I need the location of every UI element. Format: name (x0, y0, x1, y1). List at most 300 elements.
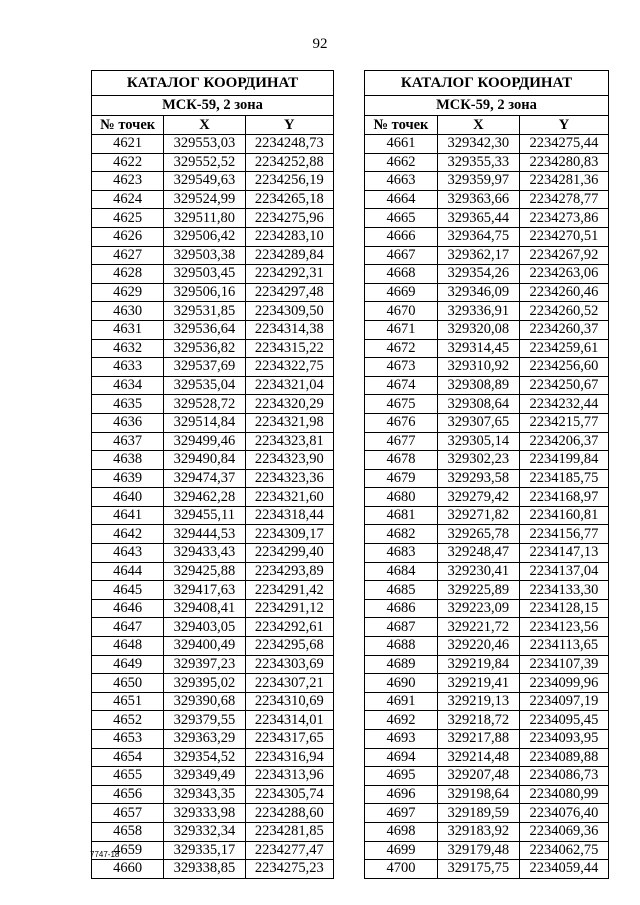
x-coordinate-cell: 329514,84 (164, 413, 245, 432)
y-coordinate-cell: 2234128,15 (519, 599, 608, 618)
y-coordinate-cell: 2234313,96 (245, 767, 333, 786)
point-number-cell: 4686 (365, 599, 438, 618)
x-coordinate-cell: 329397,23 (164, 655, 245, 674)
x-coordinate-cell: 329308,64 (437, 395, 519, 414)
x-coordinate-cell: 329335,17 (164, 841, 245, 860)
table-row (365, 227, 609, 246)
table-row (365, 581, 609, 600)
y-coordinate-cell: 2234260,46 (519, 283, 608, 302)
document-code: 7747-18 (90, 850, 120, 859)
x-coordinate-cell: 329271,82 (437, 506, 519, 525)
y-coordinate-cell: 2234252,88 (245, 153, 333, 172)
x-coordinate-cell: 329364,75 (437, 227, 519, 246)
table-row (92, 339, 334, 358)
column-header-x: X (164, 116, 245, 135)
table-row (92, 804, 334, 823)
point-number-cell: 4678 (365, 451, 438, 470)
table-row (365, 451, 609, 470)
x-coordinate-cell: 329511,80 (164, 209, 245, 228)
point-number-cell: 4635 (92, 395, 164, 414)
point-number-cell: 4699 (365, 841, 438, 860)
point-number-cell: 4633 (92, 358, 164, 377)
y-coordinate-cell: 2234123,56 (519, 618, 608, 637)
y-coordinate-cell: 2234260,52 (519, 302, 608, 321)
table-row (365, 525, 609, 544)
x-coordinate-cell: 329362,17 (437, 246, 519, 265)
point-number-cell: 4681 (365, 506, 438, 525)
table-row (92, 767, 334, 786)
x-coordinate-cell: 329417,63 (164, 581, 245, 600)
y-coordinate-cell: 2234309,17 (245, 525, 333, 544)
y-coordinate-cell: 2234156,77 (519, 525, 608, 544)
y-coordinate-cell: 2234256,19 (245, 172, 333, 191)
x-coordinate-cell: 329225,89 (437, 581, 519, 600)
x-coordinate-cell: 329531,85 (164, 302, 245, 321)
x-coordinate-cell: 329223,09 (437, 599, 519, 618)
y-coordinate-cell: 2234314,38 (245, 320, 333, 339)
point-number-cell: 4645 (92, 581, 164, 600)
point-number-cell: 4673 (365, 358, 438, 377)
x-coordinate-cell: 329332,34 (164, 822, 245, 841)
y-coordinate-cell: 2234321,98 (245, 413, 333, 432)
point-number-cell: 4662 (365, 153, 438, 172)
table-row (365, 190, 609, 209)
point-number-cell: 4694 (365, 748, 438, 767)
y-coordinate-cell: 2234309,50 (245, 302, 333, 321)
x-coordinate-cell: 329189,59 (437, 804, 519, 823)
point-number-cell: 4647 (92, 618, 164, 637)
y-coordinate-cell: 2234292,61 (245, 618, 333, 637)
column-header-y: Y (245, 116, 333, 135)
x-coordinate-cell: 329219,13 (437, 692, 519, 711)
x-coordinate-cell: 329219,84 (437, 655, 519, 674)
x-coordinate-cell: 329336,91 (437, 302, 519, 321)
x-coordinate-cell: 329537,69 (164, 358, 245, 377)
x-coordinate-cell: 329217,88 (437, 730, 519, 749)
table-row (365, 860, 609, 879)
table-row (92, 841, 334, 860)
y-coordinate-cell: 2234316,94 (245, 748, 333, 767)
table-row (92, 283, 334, 302)
table-row (365, 655, 609, 674)
y-coordinate-cell: 2234323,81 (245, 432, 333, 451)
y-coordinate-cell: 2234291,42 (245, 581, 333, 600)
x-coordinate-cell: 329308,89 (437, 376, 519, 395)
table-row (365, 395, 609, 414)
x-coordinate-cell: 329343,35 (164, 785, 245, 804)
table-row (92, 674, 334, 693)
point-number-cell: 4689 (365, 655, 438, 674)
table-row (92, 320, 334, 339)
y-coordinate-cell: 2234133,30 (519, 581, 608, 600)
table-row (92, 265, 334, 284)
table-row (365, 785, 609, 804)
point-number-cell: 4661 (365, 135, 438, 154)
y-coordinate-cell: 2234059,44 (519, 860, 608, 879)
table-row (365, 246, 609, 265)
y-coordinate-cell: 2234232,44 (519, 395, 608, 414)
y-coordinate-cell: 2234147,13 (519, 544, 608, 563)
column-header-y: Y (519, 116, 608, 135)
x-coordinate-cell: 329198,64 (437, 785, 519, 804)
point-number-cell: 4674 (365, 376, 438, 395)
table-row (365, 265, 609, 284)
y-coordinate-cell: 2234275,23 (245, 860, 333, 879)
x-coordinate-cell: 329305,14 (437, 432, 519, 451)
point-number-cell: 4670 (365, 302, 438, 321)
y-coordinate-cell: 2234095,45 (519, 711, 608, 730)
point-number-cell: 4632 (92, 339, 164, 358)
table-row (365, 153, 609, 172)
column-header-point: № точек (92, 116, 164, 135)
table-row (365, 506, 609, 525)
point-number-cell: 4668 (365, 265, 438, 284)
point-number-cell: 4650 (92, 674, 164, 693)
table-row (92, 562, 334, 581)
y-coordinate-cell: 2234107,39 (519, 655, 608, 674)
table-row (365, 674, 609, 693)
point-number-cell: 4653 (92, 730, 164, 749)
point-number-cell: 4692 (365, 711, 438, 730)
x-coordinate-cell: 329536,82 (164, 339, 245, 358)
column-header-point: № точек (365, 116, 438, 135)
point-number-cell: 4659 (92, 841, 164, 860)
x-coordinate-cell: 329221,72 (437, 618, 519, 637)
column-header-x: X (437, 116, 519, 135)
point-number-cell: 4656 (92, 785, 164, 804)
point-number-cell: 4696 (365, 785, 438, 804)
table-row (92, 860, 334, 879)
x-coordinate-cell: 329355,33 (437, 153, 519, 172)
point-number-cell: 4658 (92, 822, 164, 841)
x-coordinate-cell: 329338,85 (164, 860, 245, 879)
x-coordinate-cell: 329207,48 (437, 767, 519, 786)
point-number-cell: 4621 (92, 135, 164, 154)
y-coordinate-cell: 2234281,36 (519, 172, 608, 191)
x-coordinate-cell: 329346,09 (437, 283, 519, 302)
y-coordinate-cell: 2234260,37 (519, 320, 608, 339)
x-coordinate-cell: 329535,04 (164, 376, 245, 395)
table-row (92, 172, 334, 191)
point-number-cell: 4667 (365, 246, 438, 265)
x-coordinate-cell: 329549,63 (164, 172, 245, 191)
table-row (365, 637, 609, 656)
table-row (92, 227, 334, 246)
point-number-cell: 4644 (92, 562, 164, 581)
table-row (92, 246, 334, 265)
x-coordinate-cell: 329314,45 (437, 339, 519, 358)
point-number-cell: 4665 (365, 209, 438, 228)
point-number-cell: 4624 (92, 190, 164, 209)
x-coordinate-cell: 329359,97 (437, 172, 519, 191)
table-row (365, 822, 609, 841)
table-row (92, 599, 334, 618)
y-coordinate-cell: 2234089,88 (519, 748, 608, 767)
y-coordinate-cell: 2234086,73 (519, 767, 608, 786)
point-number-cell: 4683 (365, 544, 438, 563)
table-row (365, 135, 609, 154)
point-number-cell: 4622 (92, 153, 164, 172)
table-row (92, 376, 334, 395)
y-coordinate-cell: 2234315,22 (245, 339, 333, 358)
table-row (365, 339, 609, 358)
y-coordinate-cell: 2234080,99 (519, 785, 608, 804)
point-number-cell: 4685 (365, 581, 438, 600)
x-coordinate-cell: 329553,03 (164, 135, 245, 154)
x-coordinate-cell: 329455,11 (164, 506, 245, 525)
point-number-cell: 4639 (92, 469, 164, 488)
point-number-cell: 4700 (365, 860, 438, 879)
y-coordinate-cell: 2234278,77 (519, 190, 608, 209)
point-number-cell: 4642 (92, 525, 164, 544)
table-row (92, 692, 334, 711)
table-row (92, 153, 334, 172)
point-number-cell: 4691 (365, 692, 438, 711)
y-coordinate-cell: 2234288,60 (245, 804, 333, 823)
y-coordinate-cell: 2234062,75 (519, 841, 608, 860)
x-coordinate-cell: 329506,42 (164, 227, 245, 246)
y-coordinate-cell: 2234323,90 (245, 451, 333, 470)
point-number-cell: 4630 (92, 302, 164, 321)
point-number-cell: 4641 (92, 506, 164, 525)
x-coordinate-cell: 329220,46 (437, 637, 519, 656)
table-row (92, 432, 334, 451)
coordinate-catalog-right (364, 70, 609, 879)
table-row (365, 730, 609, 749)
y-coordinate-cell: 2234076,40 (519, 804, 608, 823)
point-number-cell: 4654 (92, 748, 164, 767)
x-coordinate-cell: 329248,47 (437, 544, 519, 563)
table-row (92, 190, 334, 209)
x-coordinate-cell: 329433,43 (164, 544, 245, 563)
table-row (92, 451, 334, 470)
catalog-subtitle: МСК-59, 2 зона (92, 96, 334, 116)
point-number-cell: 4693 (365, 730, 438, 749)
table-row (92, 506, 334, 525)
y-coordinate-cell: 2234215,77 (519, 413, 608, 432)
y-coordinate-cell: 2234199,84 (519, 451, 608, 470)
point-number-cell: 4663 (365, 172, 438, 191)
table-row (92, 655, 334, 674)
y-coordinate-cell: 2234093,95 (519, 730, 608, 749)
y-coordinate-cell: 2234317,65 (245, 730, 333, 749)
table-row (92, 135, 334, 154)
y-coordinate-cell: 2234295,68 (245, 637, 333, 656)
x-coordinate-cell: 329524,99 (164, 190, 245, 209)
point-number-cell: 4637 (92, 432, 164, 451)
table-row (365, 767, 609, 786)
table-row (365, 320, 609, 339)
table-row (92, 711, 334, 730)
y-coordinate-cell: 2234299,40 (245, 544, 333, 563)
table-row (365, 469, 609, 488)
table-row (365, 618, 609, 637)
x-coordinate-cell: 329462,28 (164, 488, 245, 507)
table-row (92, 822, 334, 841)
table-row (92, 618, 334, 637)
x-coordinate-cell: 329503,45 (164, 265, 245, 284)
y-coordinate-cell: 2234185,75 (519, 469, 608, 488)
point-number-cell: 4680 (365, 488, 438, 507)
point-number-cell: 4687 (365, 618, 438, 637)
point-number-cell: 4625 (92, 209, 164, 228)
table-row (92, 525, 334, 544)
table-row (365, 413, 609, 432)
y-coordinate-cell: 2234307,21 (245, 674, 333, 693)
point-number-cell: 4634 (92, 376, 164, 395)
point-number-cell: 4628 (92, 265, 164, 284)
x-coordinate-cell: 329552,52 (164, 153, 245, 172)
x-coordinate-cell: 329536,64 (164, 320, 245, 339)
x-coordinate-cell: 329175,75 (437, 860, 519, 879)
table-row (92, 785, 334, 804)
point-number-cell: 4626 (92, 227, 164, 246)
point-number-cell: 4697 (365, 804, 438, 823)
coordinate-catalog-left (91, 70, 334, 879)
point-number-cell: 4682 (365, 525, 438, 544)
table-row (365, 376, 609, 395)
y-coordinate-cell: 2234113,65 (519, 637, 608, 656)
table-row (365, 302, 609, 321)
y-coordinate-cell: 2234256,60 (519, 358, 608, 377)
x-coordinate-cell: 329218,72 (437, 711, 519, 730)
table-row (92, 469, 334, 488)
point-number-cell: 4690 (365, 674, 438, 693)
point-number-cell: 4643 (92, 544, 164, 563)
point-number-cell: 4688 (365, 637, 438, 656)
y-coordinate-cell: 2234206,37 (519, 432, 608, 451)
table-row (365, 172, 609, 191)
table-row (365, 599, 609, 618)
y-coordinate-cell: 2234303,69 (245, 655, 333, 674)
y-coordinate-cell: 2234263,06 (519, 265, 608, 284)
y-coordinate-cell: 2234137,04 (519, 562, 608, 581)
x-coordinate-cell: 329279,42 (437, 488, 519, 507)
table-row (365, 804, 609, 823)
table-row (365, 432, 609, 451)
x-coordinate-cell: 329403,05 (164, 618, 245, 637)
y-coordinate-cell: 2234314,01 (245, 711, 333, 730)
y-coordinate-cell: 2234289,84 (245, 246, 333, 265)
y-coordinate-cell: 2234321,60 (245, 488, 333, 507)
point-number-cell: 4672 (365, 339, 438, 358)
y-coordinate-cell: 2234310,69 (245, 692, 333, 711)
table-row (365, 692, 609, 711)
y-coordinate-cell: 2234318,44 (245, 506, 333, 525)
point-number-cell: 4669 (365, 283, 438, 302)
point-number-cell: 4679 (365, 469, 438, 488)
table-row (365, 711, 609, 730)
x-coordinate-cell: 329183,92 (437, 822, 519, 841)
x-coordinate-cell: 329408,41 (164, 599, 245, 618)
x-coordinate-cell: 329179,48 (437, 841, 519, 860)
table-row (92, 637, 334, 656)
table-row (92, 488, 334, 507)
table-row (92, 358, 334, 377)
point-number-cell: 4652 (92, 711, 164, 730)
x-coordinate-cell: 329363,29 (164, 730, 245, 749)
y-coordinate-cell: 2234292,31 (245, 265, 333, 284)
x-coordinate-cell: 329363,66 (437, 190, 519, 209)
table-row (92, 302, 334, 321)
table-row (365, 562, 609, 581)
y-coordinate-cell: 2234275,96 (245, 209, 333, 228)
y-coordinate-cell: 2234297,48 (245, 283, 333, 302)
table-row (365, 283, 609, 302)
x-coordinate-cell: 329379,55 (164, 711, 245, 730)
y-coordinate-cell: 2234160,81 (519, 506, 608, 525)
y-coordinate-cell: 2234321,04 (245, 376, 333, 395)
point-number-cell: 4657 (92, 804, 164, 823)
point-number-cell: 4638 (92, 451, 164, 470)
x-coordinate-cell: 329425,88 (164, 562, 245, 581)
point-number-cell: 4676 (365, 413, 438, 432)
point-number-cell: 4660 (92, 860, 164, 879)
x-coordinate-cell: 329506,16 (164, 283, 245, 302)
y-coordinate-cell: 2234323,36 (245, 469, 333, 488)
table-row (92, 209, 334, 228)
point-number-cell: 4698 (365, 822, 438, 841)
table-row (365, 841, 609, 860)
point-number-cell: 4671 (365, 320, 438, 339)
point-number-cell: 4629 (92, 283, 164, 302)
point-number-cell: 4677 (365, 432, 438, 451)
table-row (365, 544, 609, 563)
point-number-cell: 4651 (92, 692, 164, 711)
y-coordinate-cell: 2234168,97 (519, 488, 608, 507)
point-number-cell: 4623 (92, 172, 164, 191)
table-row (365, 748, 609, 767)
table-row (365, 488, 609, 507)
y-coordinate-cell: 2234270,51 (519, 227, 608, 246)
x-coordinate-cell: 329528,72 (164, 395, 245, 414)
x-coordinate-cell: 329214,48 (437, 748, 519, 767)
x-coordinate-cell: 329395,02 (164, 674, 245, 693)
y-coordinate-cell: 2234322,75 (245, 358, 333, 377)
table-row (92, 413, 334, 432)
y-coordinate-cell: 2234277,47 (245, 841, 333, 860)
x-coordinate-cell: 329310,92 (437, 358, 519, 377)
x-coordinate-cell: 329490,84 (164, 451, 245, 470)
catalog-title: КАТАЛОГ КООРДИНАТ (92, 71, 334, 96)
page-number: 92 (312, 36, 328, 52)
x-coordinate-cell: 329342,30 (437, 135, 519, 154)
y-coordinate-cell: 2234097,19 (519, 692, 608, 711)
y-coordinate-cell: 2234283,10 (245, 227, 333, 246)
point-number-cell: 4649 (92, 655, 164, 674)
x-coordinate-cell: 329349,49 (164, 767, 245, 786)
point-number-cell: 4627 (92, 246, 164, 265)
table-row (92, 544, 334, 563)
point-number-cell: 4636 (92, 413, 164, 432)
x-coordinate-cell: 329444,53 (164, 525, 245, 544)
y-coordinate-cell: 2234281,85 (245, 822, 333, 841)
table-row (92, 395, 334, 414)
x-coordinate-cell: 329365,44 (437, 209, 519, 228)
point-number-cell: 4684 (365, 562, 438, 581)
y-coordinate-cell: 2234259,61 (519, 339, 608, 358)
y-coordinate-cell: 2234280,83 (519, 153, 608, 172)
x-coordinate-cell: 329354,52 (164, 748, 245, 767)
x-coordinate-cell: 329400,49 (164, 637, 245, 656)
x-coordinate-cell: 329333,98 (164, 804, 245, 823)
x-coordinate-cell: 329293,58 (437, 469, 519, 488)
point-number-cell: 4675 (365, 395, 438, 414)
catalog-subtitle: МСК-59, 2 зона (365, 96, 609, 116)
x-coordinate-cell: 329302,23 (437, 451, 519, 470)
x-coordinate-cell: 329390,68 (164, 692, 245, 711)
x-coordinate-cell: 329474,37 (164, 469, 245, 488)
